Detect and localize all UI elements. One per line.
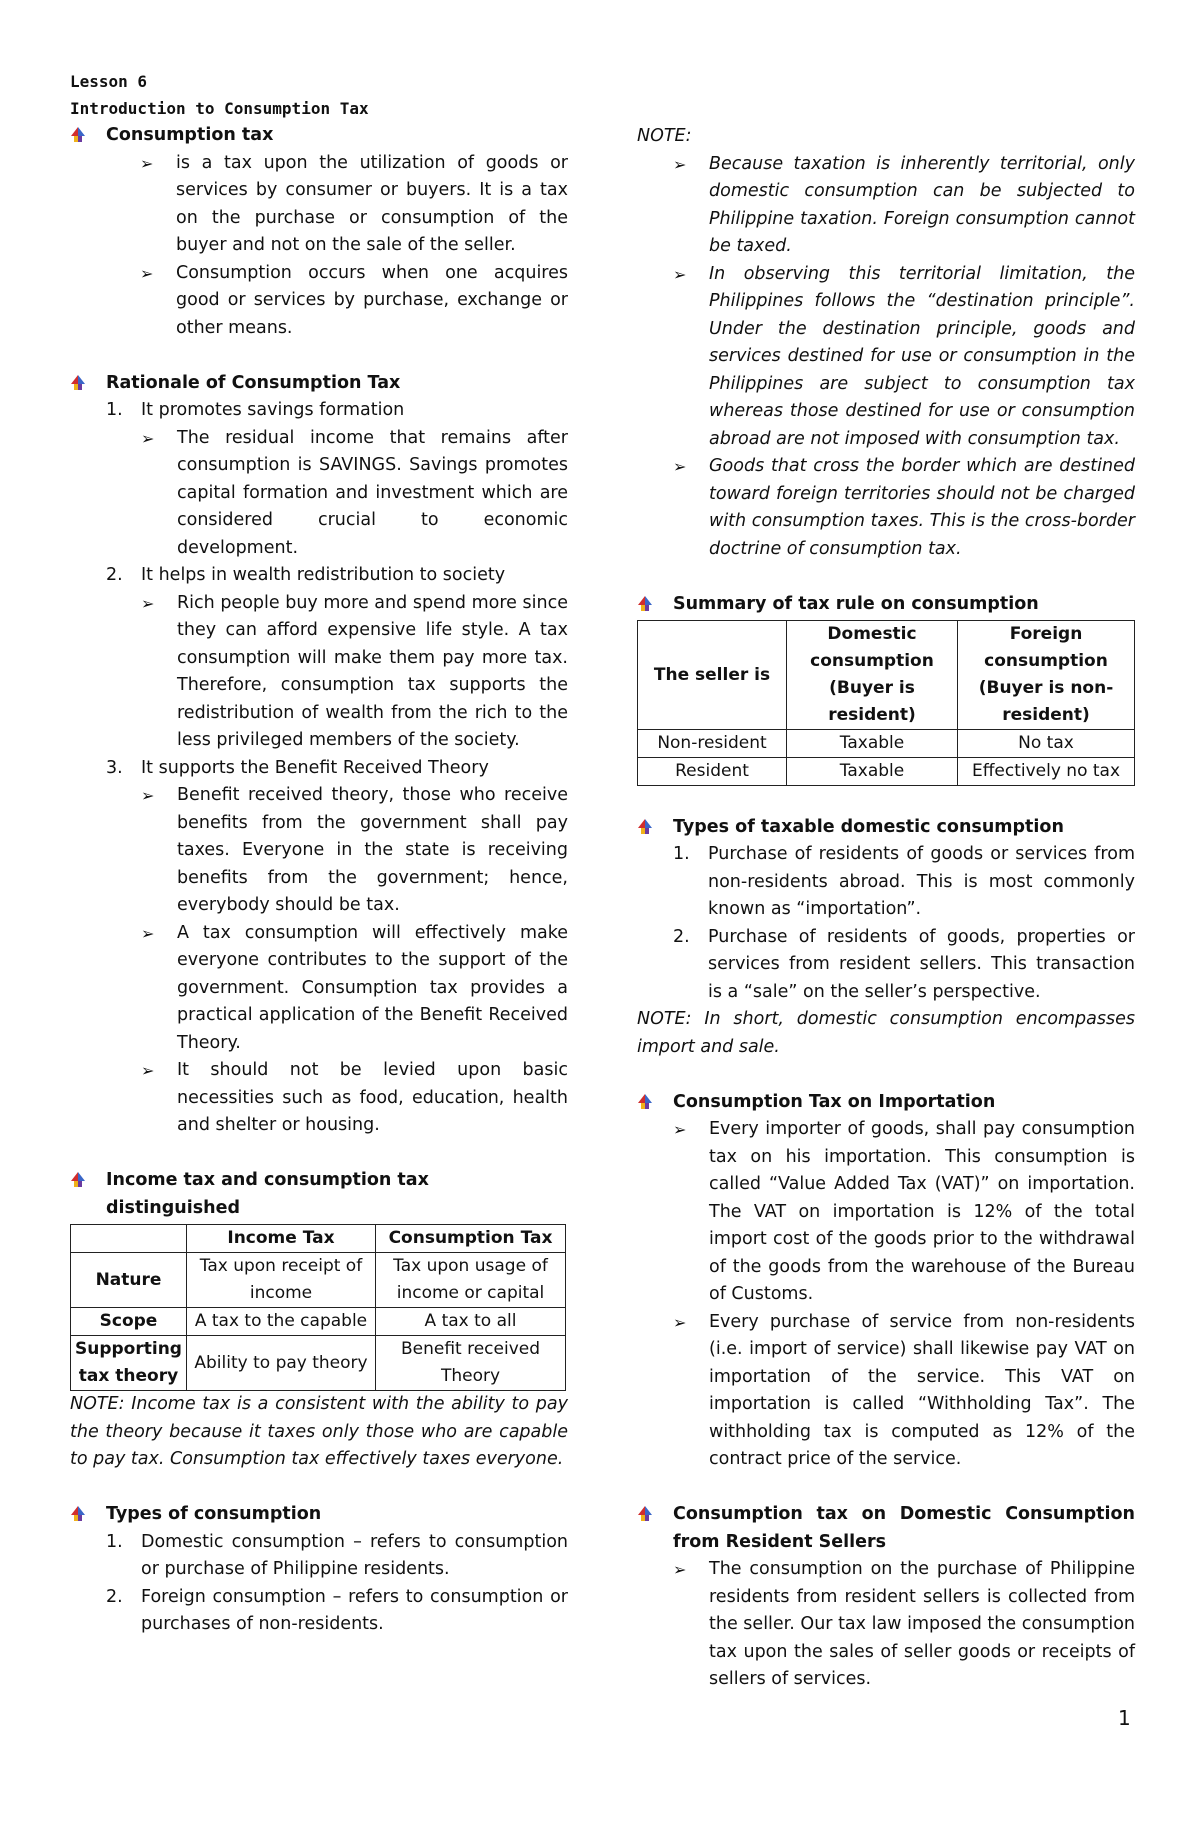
list-item	[673, 1116, 1135, 1309]
arrowhead-bullet-icon: ➢	[673, 1120, 687, 1139]
note-label: NOTE:	[637, 126, 692, 146]
page-number: 1	[1118, 1706, 1131, 1730]
section-heading-taxable-domestic	[637, 814, 1135, 842]
note-text: NOTE: Income tax is a consistent with the ability to pay the theory because it taxes only those who are capable to pay tax. Consumption tax effectively taxes everyone.	[70, 1394, 568, 1469]
bullet-text: The consumption on the purchase of Philippine residents from resident sellers is collected from the seller. Our tax law imposed the consumption tax upon the sales of seller goods or receipts of sellers of services.	[709, 1559, 1135, 1689]
heading-text: Consumption tax	[106, 125, 274, 145]
arrowhead-bullet-icon: ➢	[140, 153, 154, 173]
item-number: 1.	[106, 400, 123, 420]
bullet-text: Benefit received theory, those who receive benefits from the government shall pay taxes. Everyone in the state is receiving benefits from the government; hence, everybody should be tax.	[177, 785, 568, 915]
item-number: 1.	[673, 844, 690, 864]
section-heading-types-of-consumption	[70, 1501, 568, 1529]
table-cell: A tax to all	[375, 1308, 565, 1336]
left-column	[70, 68, 568, 1639]
section-heading-resident-sellers	[637, 1501, 1135, 1556]
table-cell: Taxable	[787, 730, 958, 758]
list-item	[140, 260, 568, 343]
bullet-text: Consumption occurs when one acquires good or services by purchase, exchange or other means.	[176, 262, 568, 338]
item-number: 2.	[673, 926, 690, 947]
heading-text: Consumption tax on Domestic Consumption from Resident Sellers	[673, 1504, 1135, 1552]
table-row	[71, 1336, 566, 1391]
heading-text: Income tax and consumption tax distinguished	[106, 1170, 429, 1218]
four-color-arrow-icon	[70, 1501, 86, 1522]
numbered-item	[673, 924, 1135, 1007]
numbered-item	[106, 397, 568, 425]
bullet-text: In observing this territorial limitation, the Philippines follows the “destination principle”. Under the destination principle, goods and services destined for use or consumption in the Philippines are subject to consumption tax whereas those destined for use or consumption abroad are not imposed with consumption tax.	[709, 263, 1135, 449]
table-cell: Benefit received Theory	[375, 1336, 565, 1391]
arrowhead-bullet-icon: ➢	[141, 923, 155, 943]
bullet-text: A tax consumption will effectively make everyone contributes to the support of the government. Consumption tax provides a practical application of the Benefit Received Theory.	[177, 922, 568, 1053]
table-row	[638, 730, 1135, 758]
bullet-text: Because taxation is inherently territorial, only domestic consumption can be subjected to Philippine taxation. Foreign consumption cannot be taxed.	[709, 153, 1135, 256]
table-header: Foreign consumption (Buyer is non-resident)	[958, 621, 1135, 730]
numbered-item	[673, 841, 1135, 924]
table-header: Domestic consumption (Buyer is resident)	[787, 621, 958, 730]
item-number: 2.	[106, 1586, 123, 1607]
item-text: Foreign consumption – refers to consumption or purchases of non-residents.	[141, 1586, 568, 1634]
numbered-item	[106, 1584, 568, 1639]
table-header: The seller is	[638, 621, 787, 730]
section-heading-income-vs-consumption	[70, 1167, 568, 1222]
item-number: 1.	[106, 1531, 123, 1552]
item-text: Purchase of residents of goods, properties or services from resident sellers. This transaction is a “sale” on the seller’s perspective.	[708, 926, 1135, 1002]
row-label: Supporting tax theory	[71, 1336, 187, 1391]
numbered-item	[106, 755, 568, 783]
item-number: 2.	[106, 565, 123, 585]
list-item	[141, 425, 568, 563]
heading-text: Types of consumption	[106, 1504, 322, 1524]
section-heading-consumption-tax	[70, 122, 568, 150]
list-item	[141, 590, 568, 755]
row-label: Nature	[71, 1253, 187, 1308]
numbered-item	[106, 1529, 568, 1584]
table-row	[71, 1253, 566, 1308]
list-item	[673, 151, 1135, 261]
bullet-text: The residual income that remains after consumption is SAVINGS. Savings promotes capital formation and investment which are considered crucial to economic development.	[177, 427, 568, 558]
numbered-item	[106, 562, 568, 590]
bullet-text: Goods that cross the border which are destined toward foreign territories should not be charged with consumption taxes. This is the cross-border doctrine of consumption tax.	[709, 456, 1135, 559]
arrowhead-bullet-icon: ➢	[140, 263, 154, 283]
table-row	[71, 1225, 566, 1253]
table-cell: Ability to pay theory	[186, 1336, 375, 1391]
arrowhead-bullet-icon: ➢	[673, 154, 687, 174]
bullet-text: It should not be levied upon basic necessities such as food, education, health and shelter or housing.	[177, 1060, 568, 1135]
heading-text: Types of taxable domestic consumption	[673, 816, 1064, 837]
arrowhead-bullet-icon: ➢	[673, 457, 687, 476]
section-heading-rationale	[70, 370, 568, 398]
list-item	[141, 920, 568, 1058]
table-cell: Tax upon usage of income or capital	[375, 1253, 565, 1308]
heading-text: Rationale of Consumption Tax	[106, 372, 401, 393]
four-color-arrow-icon	[637, 591, 653, 612]
list-item	[673, 261, 1135, 454]
list-item	[673, 453, 1135, 563]
list-item	[141, 1057, 568, 1140]
summary-tax-rule-table	[637, 620, 1135, 786]
table-cell: Non-resident	[638, 730, 787, 758]
arrowhead-bullet-icon: ➢	[141, 1061, 155, 1080]
table-cell: Effectively no tax	[958, 758, 1135, 786]
row-label: Scope	[71, 1308, 187, 1336]
table-cell: No tax	[958, 730, 1135, 758]
item-text: It supports the Benefit Received Theory	[141, 757, 489, 778]
arrowhead-bullet-icon: ➢	[673, 1312, 687, 1332]
table-header: Consumption Tax	[375, 1225, 565, 1253]
arrowhead-bullet-icon: ➢	[141, 786, 155, 805]
page-title: Introduction to Consumption Tax	[70, 99, 369, 118]
note-text: NOTE: In short, domestic consumption encompasses import and sale.	[637, 1009, 1135, 1057]
table-cell: Tax upon receipt of income	[186, 1253, 375, 1308]
table-row	[71, 1308, 566, 1336]
four-color-arrow-icon	[637, 1089, 653, 1110]
list-item	[140, 150, 568, 260]
list-item	[673, 1556, 1135, 1694]
lesson-label: Lesson 6	[70, 72, 148, 91]
arrowhead-bullet-icon: ➢	[673, 1560, 687, 1579]
list-item	[141, 782, 568, 920]
right-column	[637, 123, 1135, 1694]
item-text: Purchase of residents of goods or services from non-residents abroad. This is most commonly known as “importation”.	[708, 844, 1135, 919]
section-heading-summary	[637, 591, 1135, 619]
four-color-arrow-icon	[70, 370, 86, 391]
four-color-arrow-icon	[637, 814, 653, 835]
arrowhead-bullet-icon: ➢	[673, 264, 687, 284]
table-cell	[71, 1225, 187, 1253]
item-text: It promotes savings formation	[141, 400, 405, 420]
arrowhead-bullet-icon: ➢	[141, 428, 155, 448]
bullet-text: Every importer of goods, shall pay consumption tax on his importation. This consumption is called “Value Added Tax (VAT)” on importation. The VAT on importation is 12% of the total import cost of the goods prior to the withdrawal of the goods from the warehouse of the Bureau of Customs.	[709, 1119, 1135, 1304]
four-color-arrow-icon	[70, 122, 86, 143]
table-row	[638, 758, 1135, 786]
section-heading-importation	[637, 1089, 1135, 1117]
list-item	[673, 1309, 1135, 1474]
four-color-arrow-icon	[70, 1167, 86, 1188]
table-cell: Taxable	[787, 758, 958, 786]
item-text: It helps in wealth redistribution to society	[141, 565, 506, 585]
four-color-arrow-icon	[637, 1501, 653, 1522]
heading-text: Summary of tax rule on consumption	[673, 593, 1039, 614]
table-cell: Resident	[638, 758, 787, 786]
arrowhead-bullet-icon: ➢	[141, 593, 155, 613]
table-row	[638, 621, 1135, 730]
bullet-text: Rich people buy more and spend more since they can afford expensive life style. A tax consumption will make them pay more tax. Therefore, consumption tax supports the redistribution of wealth from the rich to the less privileged members of the society.	[177, 592, 568, 750]
heading-text: Consumption Tax on Importation	[673, 1091, 996, 1112]
item-text: Domestic consumption – refers to consumption or purchase of Philippine residents.	[141, 1531, 568, 1579]
table-cell: A tax to the capable	[186, 1308, 375, 1336]
item-number: 3.	[106, 757, 123, 778]
table-header: Income Tax	[186, 1225, 375, 1253]
income-vs-consumption-table	[70, 1224, 566, 1391]
bullet-text: is a tax upon the utilization of goods or services by consumer or buyers. It is a tax on the purchase or consumption of the buyer and not on the sale of the seller.	[176, 152, 568, 255]
bullet-text: Every purchase of service from non-residents (i.e. import of service) shall likewise pay VAT on importation of the service. This VAT on importation is called “Withholding Tax”. The withholding tax is computed as 12% of the contract price of the service.	[709, 1311, 1135, 1469]
